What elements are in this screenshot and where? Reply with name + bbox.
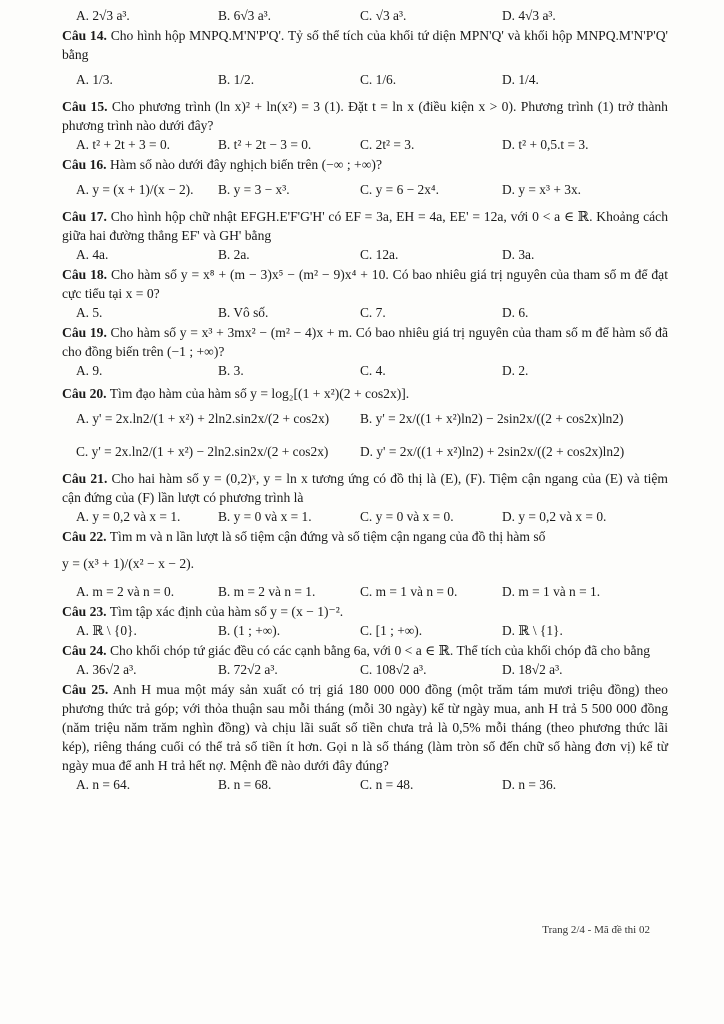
option-c: C. 4.: [360, 363, 386, 378]
question-text: Tìm đạo hàm của hàm số y = log₂[(1 + x²)(2 + cos2x)].: [109, 386, 410, 401]
question-text: Cho phương trình (ln x)² + ln(x²) = 3 (1). Đặt t = ln x (điều kiện x > 0). Phương trình (1) trở thành phương trình nào dưới đây?: [62, 99, 668, 133]
option-b: B. n = 68.: [218, 777, 272, 792]
option-d: D. 18√2 a³.: [502, 662, 563, 677]
question-number: Câu 19.: [62, 325, 107, 340]
question-25-options: [62, 775, 668, 794]
page-footer: Trang 2/4 - Mã đề thi 02: [542, 924, 650, 936]
option-a: A. 36√2 a³.: [76, 662, 137, 677]
option-d: D. n = 36.: [502, 777, 557, 792]
question-number: Câu 17.: [62, 209, 107, 224]
option-d: D. t² + 0,5.t = 3.: [502, 137, 589, 152]
question-22: [62, 527, 668, 546]
option-d: D. ℝ \ {1}.: [502, 623, 563, 638]
question-16-options: [62, 174, 668, 206]
question-19: [62, 323, 668, 361]
option-c: C. 7.: [360, 305, 386, 320]
question-17-options: [62, 245, 668, 264]
question-number: Câu 20.: [62, 386, 107, 401]
option-a: A. m = 2 và n = 0.: [76, 584, 175, 599]
option-a: A. y = (x + 1)/(x − 2).: [76, 182, 194, 197]
option-a: A. t² + 2t + 3 = 0.: [76, 137, 170, 152]
option-b: B. 1/2.: [218, 72, 255, 87]
question-18: [62, 265, 668, 303]
option-a: A. 4a.: [76, 247, 109, 262]
option-b: B. m = 2 và n = 1.: [218, 584, 316, 599]
option-b: B. (1 ; +∞).: [218, 623, 281, 638]
option-a: A. y = 0,2 và x = 1.: [76, 509, 181, 524]
question-17: [62, 207, 668, 245]
question-text: Cho hàm số y = x⁸ + (m − 3)x⁵ − (m² − 9)x⁴ + 10. Có bao nhiêu giá trị nguyên của tham số m để đạt cực tiểu tại x = 0?: [62, 267, 668, 301]
option-d: D. 2.: [502, 363, 529, 378]
option-d: D. y = 0,2 và x = 0.: [502, 509, 607, 524]
option-b: B. 2a.: [218, 247, 250, 262]
option-d: D. 1/4.: [502, 72, 539, 87]
option-d: D. y = x³ + 3x.: [502, 182, 582, 197]
option-b: B. 3.: [218, 363, 244, 378]
option-c: C. y' = 2x.ln2/(1 + x²) − 2ln2.sin2x/(2 + cos2x): [76, 444, 329, 459]
option-d: D. 6.: [502, 305, 529, 320]
option-d: D. m = 1 và n = 1.: [502, 584, 601, 599]
option-d: D. y' = 2x/((1 + x²)ln2) + 2sin2x/((2 + cos2x)ln2): [360, 444, 625, 459]
option-b: B. 72√2 a³.: [218, 662, 278, 677]
question-23: [62, 602, 668, 621]
question-25: [62, 680, 668, 775]
question-22-formula: y = (x³ + 1)/(x² − x − 2).: [62, 556, 195, 571]
question-number: Câu 25.: [62, 682, 109, 697]
question-text: Hàm số nào dưới đây nghịch biến trên (−∞ ; +∞)?: [109, 157, 382, 172]
question-number: Câu 23.: [62, 604, 107, 619]
question-number: Câu 16.: [62, 157, 107, 172]
question-18-options: [62, 303, 668, 322]
question-20-options-row-2: [62, 436, 668, 468]
option-a: A. ℝ \ {0}.: [76, 623, 137, 638]
question-number: Câu 21.: [62, 471, 108, 486]
question-number: Câu 24.: [62, 643, 107, 658]
option-d: D. 4√3 a³.: [502, 8, 556, 23]
question-24-options: [62, 660, 668, 679]
option-c: C. [1 ; +∞).: [360, 623, 423, 638]
question-14-options: [62, 64, 668, 96]
option-c: C. 2t² = 3.: [360, 137, 415, 152]
question-23-options: [62, 621, 668, 640]
question-19-options: [62, 361, 668, 380]
option-c: C. m = 1 và n = 0.: [360, 584, 458, 599]
question-15: [62, 97, 668, 135]
option-a: A. 1/3.: [76, 72, 113, 87]
option-c: C. 12a.: [360, 247, 399, 262]
question-24: [62, 641, 668, 660]
option-c: C. √3 a³.: [360, 8, 407, 23]
option-c: C. y = 6 − 2x⁴.: [360, 182, 439, 197]
question-15-options: [62, 135, 668, 154]
option-a: A. 5.: [76, 305, 103, 320]
option-a: A. y' = 2x.ln2/(1 + x²) + 2ln2.sin2x/(2 + cos2x): [76, 411, 330, 426]
question-text: Cho khối chóp tứ giác đều có các cạnh bằng 6a, với 0 < a ∈ ℝ. Thể tích của khối chóp đã cho bằng: [109, 643, 651, 658]
top-options: [62, 6, 668, 25]
option-b: B. y' = 2x/((1 + x²)ln2) − 2sin2x/((2 + cos2x)ln2): [360, 411, 624, 426]
option-b: B. t² + 2t − 3 = 0.: [218, 137, 312, 152]
question-text: Cho hai hàm số y = (0,2)ˣ, y = ln x tương ứng có đồ thị là (E), (F). Tiệm cận ngang của (E) và tiệm cận đứng của (F) lần lượt có phương trình là: [62, 471, 668, 505]
option-b: B. 6√3 a³.: [218, 8, 272, 23]
question-number: Câu 14.: [62, 28, 107, 43]
question-14: [62, 26, 668, 64]
option-a: A. n = 64.: [76, 777, 131, 792]
question-text: Tìm tập xác định của hàm số y = (x − 1)⁻².: [109, 604, 344, 619]
question-21: [62, 469, 668, 507]
option-d: D. 3a.: [502, 247, 535, 262]
option-c: C. n = 48.: [360, 777, 414, 792]
question-text: Anh H mua một máy sản xuất có trị giá 180 000 000 đồng (một trăm tám mươi triệu đồng) theo phương thức trả góp; với thỏa thuận sau mỗi tháng (mỗi 30 ngày) kể từ ngày mua, anh H trả 5 500 000 đồng (năm triệu năm trăm nghìn đồng) và chịu lãi suất số tiền chưa trả là 0,5% mỗi tháng (theo phương thức lãi kép), riêng tháng cuối có thể trả số tiền ít hơn. Gọi n là số tháng (làm tròn số đến chữ số hàng đơn vị) kể từ ngày mua để anh H trả hết nợ. Mệnh đề nào dưới đây đúng?: [62, 682, 668, 773]
question-number: Câu 15.: [62, 99, 108, 114]
option-a: A. 2√3 a³.: [76, 8, 130, 23]
option-b: B. y = 0 và x = 1.: [218, 509, 312, 524]
question-22-options: [62, 582, 668, 601]
question-number: Câu 18.: [62, 267, 108, 282]
question-number: Câu 22.: [62, 529, 107, 544]
option-b: B. Vô số.: [218, 305, 269, 320]
question-text: Tìm m và n lần lượt là số tiệm cận đứng và số tiệm cận ngang của đồ thị hàm số: [109, 529, 546, 544]
question-text: Cho hình hộp chữ nhật EFGH.E'F'G'H' có EF = 3a, EH = 4a, EE' = 12a, với 0 < a ∈ ℝ. Khoảng cách giữa hai đường thẳng EF' và GH' bằng: [62, 209, 668, 243]
question-20-options-row-1: [62, 403, 668, 435]
question-16: [62, 155, 668, 174]
option-c: C. 1/6.: [360, 72, 397, 87]
option-c: C. 108√2 a³.: [360, 662, 427, 677]
question-20: [62, 384, 668, 403]
option-b: B. y = 3 − x³.: [218, 182, 290, 197]
question-text: Cho hàm số y = x³ + 3mx² − (m² − 4)x + m. Có bao nhiêu giá trị nguyên của tham số m để hàm số đã cho đồng biến trên (−1 ; +∞)?: [62, 325, 668, 359]
option-a: A. 9.: [76, 363, 103, 378]
question-text: Cho hình hộp MNPQ.M'N'P'Q'. Tỷ số thể tích của khối tứ diện MPN'Q' và khối hộp MNPQ.M'N'P'Q' bằng: [62, 28, 668, 62]
question-21-options: [62, 507, 668, 526]
option-c: C. y = 0 và x = 0.: [360, 509, 454, 524]
exam-page: [62, 6, 668, 795]
